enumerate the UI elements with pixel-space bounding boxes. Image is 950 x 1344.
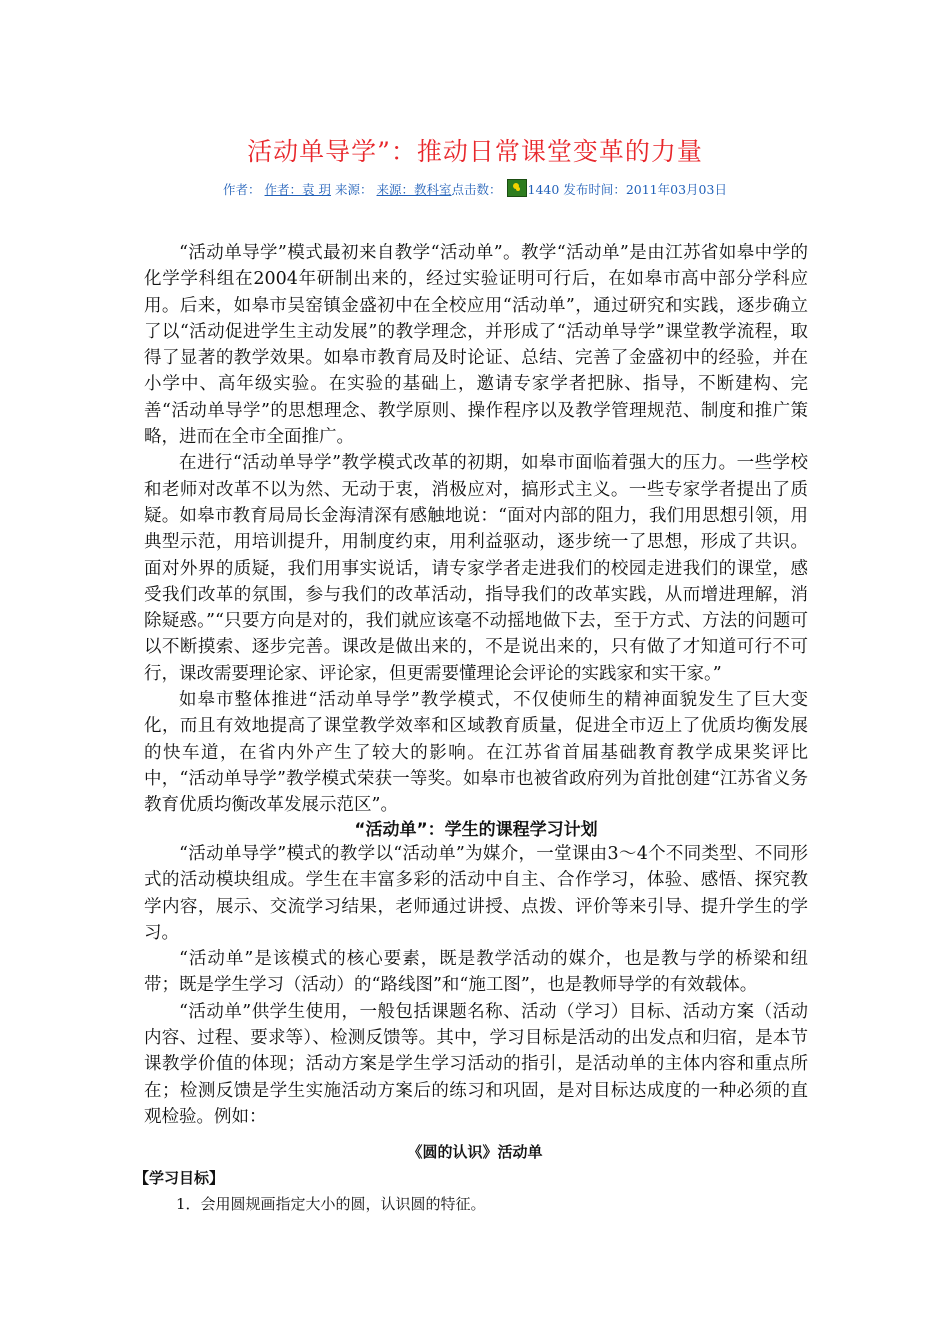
paragraph: “活动单导学”模式最初来自教学“活动单”。教学“活动单”是由江苏省如皋中学的化学学科组在2004年研制出来的，经过实验证明可行后，在如皋市高中部分学科应用。后来，如皋市吴窑镇金盛初中在全校应用“活动单”，通过研究和实践，逐步确立了以“活动促进学生主动发展”的教学理念，并形成了“活动单导学”课堂教学流程，取得了显著的教学效果。如皋市教育局及时论证、总结、完善了金盛初中的经验，并在小学中、高年级实验。在实验的基础上，邀请专家学者把脉、指导，不断建构、完善“活动单导学”的思想理念、教学原则、操作程序以及教学管理规范、制度和推广策略，进而在全市全面推广。 <box>144 243 808 448</box>
source-label: 来源： <box>335 182 373 197</box>
hits-value: 1440 <box>527 182 560 197</box>
hit-counter-icon <box>507 179 527 197</box>
paragraph: “活动单”是该模式的核心要素，既是教学活动的媒介，也是教与学的桥梁和纽带；既是学生学习（活动）的“路线图”和“施工图”，也是教师导学的有效载体。 <box>144 949 808 996</box>
source-link[interactable]: 来源：教科室 <box>376 182 452 197</box>
article-body <box>144 240 808 819</box>
paragraph: “活动单导学”模式的教学以“活动单”为媒介，一堂课由3～4个不同类型、不同形式的活动模块组成。学生在丰富多彩的活动中自主、合作学习，体验、感悟、探究教学内容，展示、交流学习结果，老师通过讲授、点拨、评价等来引导、提升学生的学习。 <box>144 844 808 943</box>
objectives-heading: 【学习目标】 <box>134 1169 225 1187</box>
paragraph: 如皋市整体推进“活动单导学”教学模式，不仅使师生的精神面貌发生了巨大变化，而且有效地提高了课堂教学效率和区域教育质量，促进全市迈上了优质均衡发展的快车道，在省内外产生了较大的影响。在江苏省首届基础教育教学成果奖评比中，“活动单导学”教学模式荣获一等奖。如皋市也被省政府列为首批创建“江苏省义务教育优质均衡改革发展示范区”。 <box>144 690 808 816</box>
section-heading: “活动单”：学生的课程学习计划 <box>354 820 598 840</box>
author-label: 作者： <box>223 182 261 197</box>
objective-item: 1．会用圆规画指定大小的圆，认识圆的特征。 <box>176 1195 486 1213</box>
article-title: 活动单导学”：推动日常课堂变革的力量 <box>247 137 703 166</box>
publish-label: 发布时间： <box>563 182 626 197</box>
author-link[interactable]: 作者：袁 玥 <box>264 182 332 197</box>
article-meta <box>0 179 950 198</box>
publish-date: 2011年03月03日 <box>625 182 727 197</box>
paragraph: 在进行“活动单导学”教学模式改革的初期，如皋市面临着强大的压力。一些学校和老师对改革不以为然、无动于衷，消极应对，搞形式主义。一些专家学者提出了质疑。如皋市教育局局长金海清深有感触地说：“面对内部的阻力，我们用思想引领，用典型示范，用培训提升，用制度约束，用利益驱动，逐步统一了思想，形成了共识。面对外界的质疑，我们用事实说话，请专家学者走进我们的校园走进我们的课堂，感受我们改革的氛围，参与我们的改革活动，指导我们的改革实践，从而增进理解，消除疑惑。”“只要方向是对的，我们就应该毫不动摇地做下去，至于方式、方法的问题可以不断摸索、逐步完善。课改是做出来的，不是说出来的，只有做了才知道可行不可行，课改需要理论家、评论家，但更需要懂理论会评论的实践家和实干家。” <box>144 453 808 684</box>
hits-label: 点击数： <box>451 182 502 197</box>
section-body <box>144 841 808 1130</box>
paragraph: “活动单”供学生使用，一般包括课题名称、活动（学习）目标、活动方案（活动内容、过程、要求等）、检测反馈等。其中，学习目标是活动的出发点和归宿，是本节课教学价值的体现；活动方案是学生学习活动的指引，是活动单的主体内容和重点所在；检测反馈是学生实施活动方案后的练习和巩固，是对目标达成度的一种必须的直观检验。例如： <box>144 1001 808 1127</box>
activity-sheet-title: 《圆的认识》活动单 <box>407 1143 543 1161</box>
